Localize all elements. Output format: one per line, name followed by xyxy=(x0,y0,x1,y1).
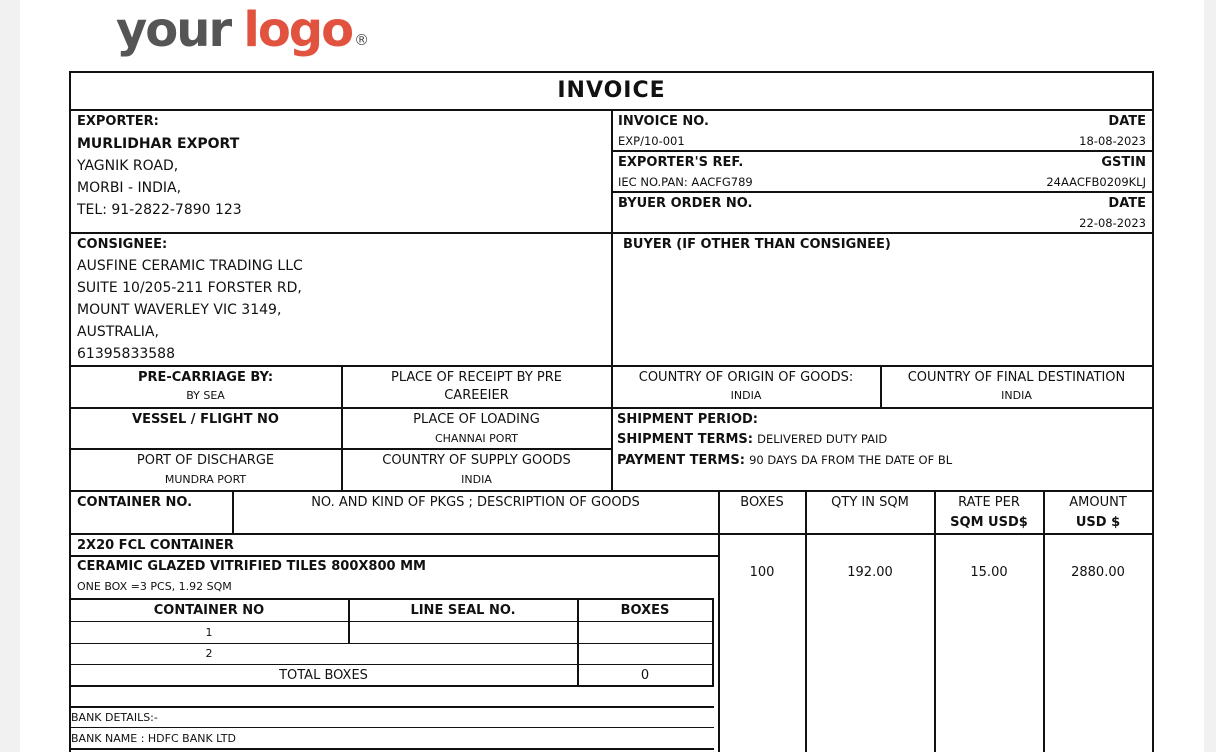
place-of-loading-value: CHANNAI PORT xyxy=(434,432,519,445)
total-boxes-value: 0 xyxy=(640,668,650,683)
consignee-name: AUSFINE CERAMIC TRADING LLC xyxy=(77,258,303,274)
consignee-country: AUSTRALIA, xyxy=(77,324,159,340)
exporter-ref-label: EXPORTER'S REF. xyxy=(618,155,744,170)
consignee-address-line: MOUNT WAVERLEY VIC 3149, xyxy=(77,302,282,318)
exporter-address-line: MORBI - INDIA, xyxy=(77,180,182,196)
pre-carriage-value: BY SEA xyxy=(186,389,225,402)
bank-details-label: BANK DETAILS:- xyxy=(71,711,158,724)
place-of-receipt-label: PLACE OF RECEIPT BY PRE xyxy=(391,370,562,385)
invoice-date-label: DATE xyxy=(1108,114,1146,129)
col-qty: QTY IN SQM xyxy=(831,495,909,510)
col-description: NO. AND KIND OF PKGS ; DESCRIPTION OF GOODS xyxy=(311,495,640,510)
col-boxes: BOXES xyxy=(740,495,784,510)
col-amount-unit: USD $ xyxy=(1075,515,1121,530)
goods-boxes: 100 xyxy=(749,565,775,580)
buyer-other-label: BUYER (IF OTHER THAN CONSIGNEE) xyxy=(623,237,891,252)
place-of-loading-label: PLACE OF LOADING xyxy=(413,412,540,427)
country-of-supply-value: INDIA xyxy=(461,473,492,486)
exporter-name: MURLIDHAR EXPORT xyxy=(77,136,240,152)
container-type: 2X20 FCL CONTAINER xyxy=(77,538,234,553)
consignee-phone: 61395833588 xyxy=(77,346,175,362)
bank-name: BANK NAME : HDFC BANK LTD xyxy=(71,732,236,745)
gstin-value: 24AACFB0209KLJ xyxy=(1046,175,1146,189)
port-of-discharge-value: MUNDRA PORT xyxy=(164,473,247,486)
country-of-supply-label: COUNTRY OF SUPPLY GOODS xyxy=(382,453,571,468)
shipment-terms: SHIPMENT TERMS: DELIVERED DUTY PAID xyxy=(617,432,888,447)
invoice-no-label: INVOICE NO. xyxy=(618,114,709,129)
exporter-ref-value: IEC NO.PAN: AACFG789 xyxy=(618,175,753,189)
consignee-address-line: SUITE 10/205-211 FORSTER RD, xyxy=(77,280,302,296)
shipment-period-label: SHIPMENT PERIOD: xyxy=(617,412,758,427)
col-rate: RATE PER xyxy=(958,495,1020,510)
total-boxes-label: TOTAL BOXES xyxy=(279,668,368,683)
buyer-order-label: BYUER ORDER NO. xyxy=(618,196,753,211)
container-table-header-seal: LINE SEAL NO. xyxy=(410,603,516,618)
invoice-title: INVOICE xyxy=(557,78,666,103)
goods-qty: 192.00 xyxy=(847,565,893,580)
exporter-label: EXPORTER: xyxy=(77,114,159,129)
company-logo: your logo ® xyxy=(116,2,370,58)
packing-details: ONE BOX =3 PCS, 1.92 SQM xyxy=(77,580,232,593)
col-rate-unit: SQM USD$ xyxy=(950,515,1028,530)
buyer-order-date-label: DATE xyxy=(1108,196,1146,211)
port-of-discharge-label: PORT OF DISCHARGE xyxy=(136,453,275,468)
col-container-no: CONTAINER NO. xyxy=(77,495,193,510)
consignee-label: CONSIGNEE: xyxy=(77,237,168,252)
container-table-header-container: CONTAINER NO xyxy=(153,603,265,618)
final-destination-label: COUNTRY OF FINAL DESTINATION xyxy=(907,370,1126,385)
exporter-address-line: YAGNIK ROAD, xyxy=(77,158,179,174)
goods-rate: 15.00 xyxy=(970,565,1008,580)
table-row: 1 xyxy=(205,626,213,639)
buyer-order-date-value: 22-08-2023 xyxy=(1079,216,1146,230)
final-destination-value: INDIA xyxy=(1001,389,1032,402)
product-description: CERAMIC GLAZED VITRIFIED TILES 800X800 MM xyxy=(77,559,426,574)
country-of-origin-label: COUNTRY OF ORIGIN OF GOODS: xyxy=(638,370,854,385)
table-row: 2 xyxy=(205,647,213,660)
exporter-phone: TEL: 91-2822-7890 123 xyxy=(77,202,242,218)
gstin-label: GSTIN xyxy=(1101,155,1146,170)
vessel-label: VESSEL / FLIGHT NO xyxy=(132,412,279,427)
payment-terms: PAYMENT TERMS: 90 DAYS DA FROM THE DATE OF BL xyxy=(617,453,953,468)
goods-amount: 2880.00 xyxy=(1071,565,1125,580)
invoice-no-value: EXP/10-001 xyxy=(618,134,685,148)
country-of-origin-value: INDIA xyxy=(730,389,762,402)
pre-carriage-label: PRE-CARRIAGE BY: xyxy=(137,370,274,385)
col-amount: AMOUNT xyxy=(1069,495,1127,510)
invoice-date-value: 18-08-2023 xyxy=(1079,134,1146,148)
place-of-receipt-label-2: CAREEIER xyxy=(444,388,509,403)
container-table-header-boxes: BOXES xyxy=(620,603,670,618)
